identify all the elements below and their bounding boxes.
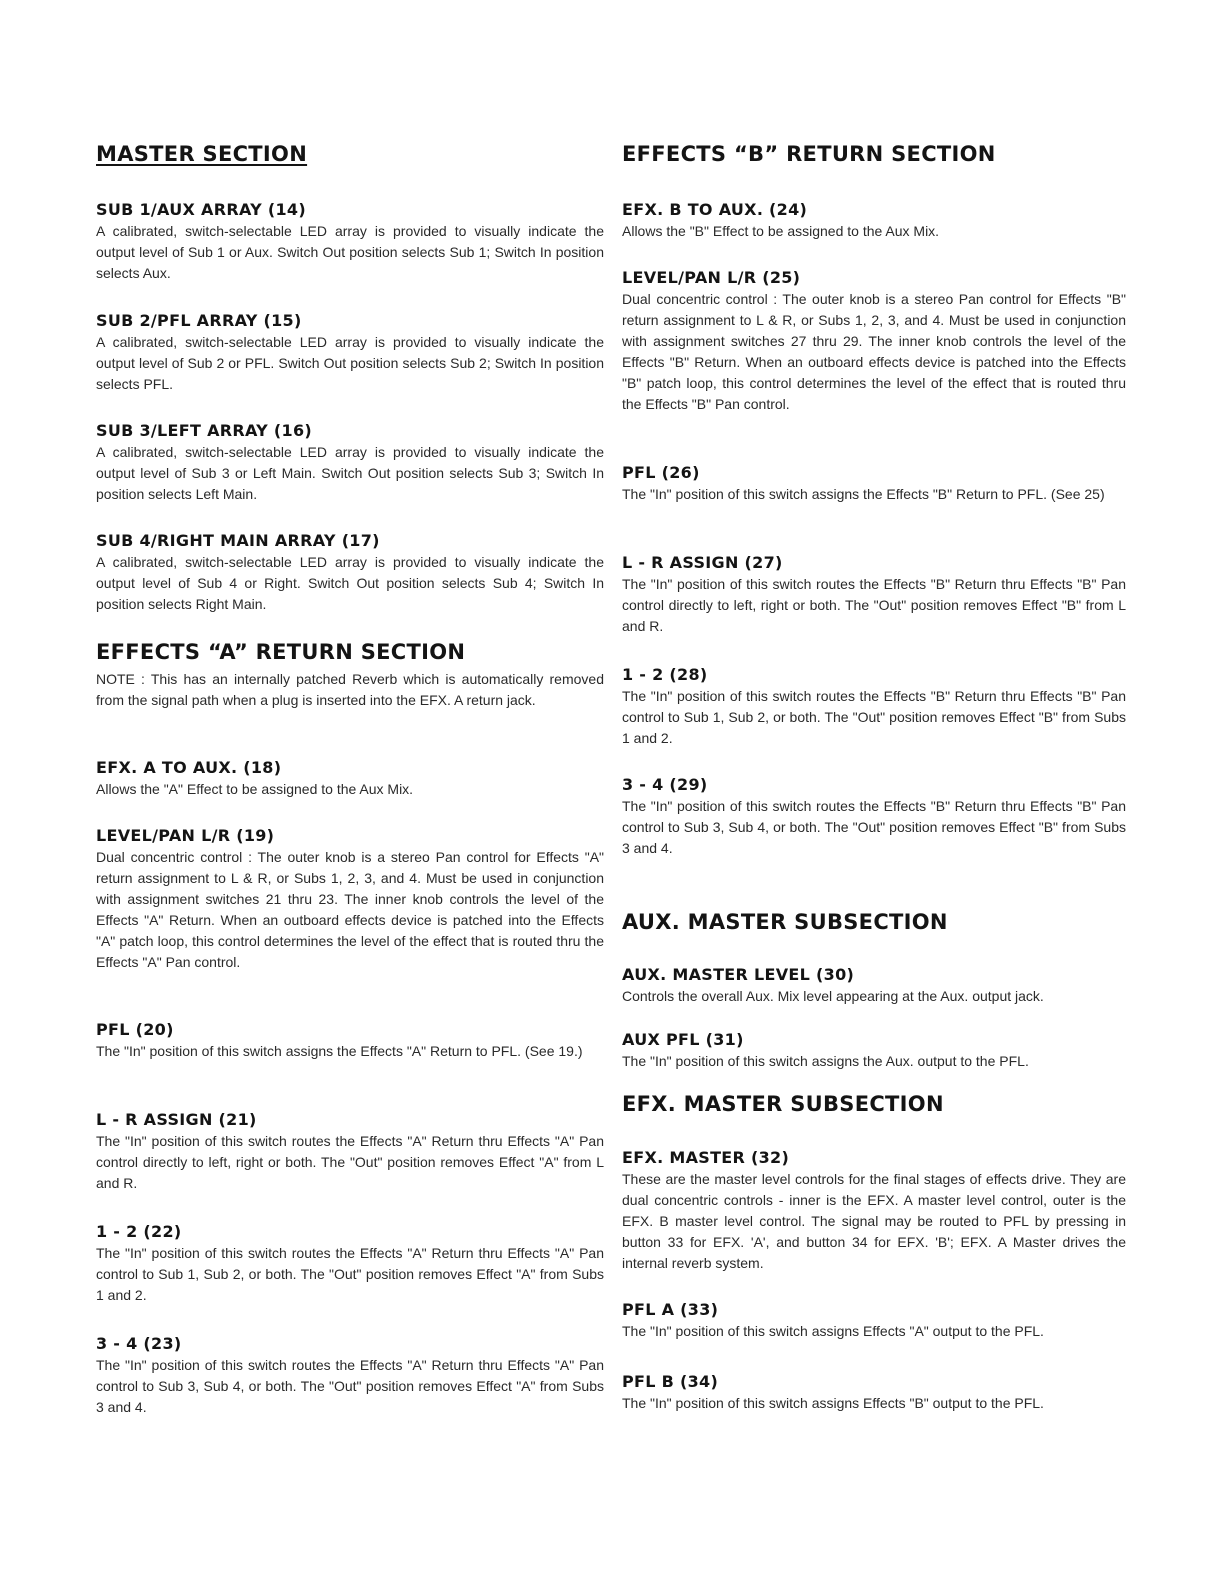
- pfl-20-text: The "In" position of this switch assigns the Effects "A" Return to PFL. (See 19.): [96, 1043, 583, 1059]
- sub2-pfl-array-title: SUB 2/PFL ARRAY (15): [96, 311, 302, 330]
- effects-a-return-section: [96, 640, 604, 711]
- aux-pfl-31-title: AUX PFL (31): [622, 1030, 744, 1049]
- sub2-pfl-array: [96, 311, 604, 395]
- level-pan-25: [622, 268, 1126, 415]
- pfl-26-title: PFL (26): [622, 463, 700, 482]
- level-pan-19-text: Dual concentric control : The outer knob is a stereo Pan control for Effects "A" return assignment to L & R, or Subs 1, 2, 3, and 4. Must be used in conjunction with assignment switches 21 thru 23. The inner knob controls the level of the Effects "A" Return. When an outboard effects device is patched into the Effects "A" patch loop, this control determines the level of the effect that is routed thru the Effects "A" Pan control.: [96, 849, 604, 970]
- switch-3-4-23-title: 3 - 4 (23): [96, 1334, 182, 1353]
- lr-assign-27: [622, 553, 1126, 637]
- sub4-right-main-array-title: SUB 4/RIGHT MAIN ARRAY (17): [96, 531, 380, 550]
- master-section-title: MASTER SECTION: [96, 142, 308, 166]
- effects-a-return-title: EFFECTS “A” RETURN SECTION: [96, 640, 466, 664]
- switch-1-2-22-title: 1 - 2 (22): [96, 1222, 182, 1241]
- effects-a-note: NOTE : This has an internally patched Reverb which is automatically removed from the signal path when a plug is inserted into the EFX. A return jack.: [96, 671, 604, 708]
- sub3-left-array-title: SUB 3/LEFT ARRAY (16): [96, 421, 313, 440]
- sub3-left-array: [96, 421, 604, 505]
- lr-assign-27-title: L - R ASSIGN (27): [622, 553, 783, 572]
- sub1-aux-array-text: A calibrated, switch-selectable LED array is provided to visually indicate the output level of Sub 1 or Aux. Switch Out position selects Sub 1; Switch In position selects Aux.: [96, 223, 604, 281]
- sub1-aux-array-title: SUB 1/AUX ARRAY (14): [96, 200, 306, 219]
- aux-master-level-30: [622, 965, 1126, 1007]
- pfl-26: [622, 463, 1126, 505]
- level-pan-25-text: Dual concentric control : The outer knob is a stereo Pan control for Effects "B" return assignment to L & R, or Subs 1, 2, 3, and 4. Must be used in conjunction with assignment switches 27 thru 29. The inner knob controls the level of the Effects "B" Return. When an outboard effects device is patched into the Effects "B" patch loop, this control determines the level of the effect that is routed thru the Effects "B" Pan control.: [622, 291, 1126, 412]
- pfl-20-title: PFL (20): [96, 1020, 174, 1039]
- switch-3-4-29-text: The "In" position of this switch routes the Effects "B" Return thru Effects "B" Pan control to Sub 3, Sub 4, or both. The "Out" position removes Effect "B" from Subs 3 and 4.: [622, 798, 1126, 856]
- efx-master-32: [622, 1148, 1126, 1274]
- efx-a-to-aux-text: Allows the "A" Effect to be assigned to the Aux Mix.: [96, 781, 414, 797]
- level-pan-19-title: LEVEL/PAN L/R (19): [96, 826, 275, 845]
- lr-assign-21: [96, 1110, 604, 1194]
- efx-b-to-aux-text: Allows the "B" Effect to be assigned to the Aux Mix.: [622, 223, 940, 239]
- aux-pfl-31-text: The "In" position of this switch assigns the Aux. output to the PFL.: [622, 1053, 1029, 1069]
- level-pan-25-title: LEVEL/PAN L/R (25): [622, 268, 801, 287]
- pfl-a-33: [622, 1300, 1126, 1342]
- pfl-26-text: The "In" position of this switch assigns the Effects "B" Return to PFL. (See 25): [622, 486, 1105, 502]
- pfl-20: [96, 1020, 604, 1062]
- aux-master-level-30-title: AUX. MASTER LEVEL (30): [622, 965, 855, 984]
- efx-b-to-aux: [622, 200, 1126, 242]
- efx-b-to-aux-title: EFX. B TO AUX. (24): [622, 200, 808, 219]
- sub4-right-main-array-text: A calibrated, switch-selectable LED array is provided to visually indicate the output level of Sub 4 or Right. Switch Out position selects Sub 4; Switch In position selects Right Main.: [96, 554, 604, 612]
- switch-3-4-23-text: The "In" position of this switch routes the Effects "A" Return thru Effects "A" Pan control to Sub 3, Sub 4, or both. The "Out" position removes Effect "A" from Subs 3 and 4.: [96, 1357, 604, 1415]
- aux-master-level-30-text: Controls the overall Aux. Mix level appearing at the Aux. output jack.: [622, 988, 1044, 1004]
- aux-pfl-31: [622, 1030, 1126, 1072]
- sub4-right-main-array: [96, 531, 604, 615]
- switch-1-2-22: [96, 1222, 604, 1306]
- switch-3-4-23: [96, 1334, 604, 1418]
- switch-1-2-28-text: The "In" position of this switch routes the Effects "B" Return thru Effects "B" Pan control to Sub 1, Sub 2, or both. The "Out" position removes Effect "B" from Subs 1 and 2.: [622, 688, 1126, 746]
- switch-1-2-22-text: The "In" position of this switch routes the Effects "A" Return thru Effects "A" Pan control to Sub 1, Sub 2, or both. The "Out" position removes Effect "A" from Subs 1 and 2.: [96, 1245, 604, 1303]
- efx-master-32-text: These are the master level controls for the final stages of effects drive. They are dual concentric controls - inner is the EFX. A master level control, outer is the EFX. B master level control. The signal may be routed to PFL by pressing in button 33 for EFX. 'A', and button 34 for EFX. 'B'; EFX. A Master drives the internal reverb system.: [622, 1171, 1126, 1271]
- lr-assign-21-text: The "In" position of this switch routes the Effects "A" Return thru Effects "A" Pan control directly to left, right or both. The "Out" position removes Effect "A" from L and R.: [96, 1133, 604, 1191]
- pfl-b-34: [622, 1372, 1126, 1414]
- efx-a-to-aux-title: EFX. A TO AUX. (18): [96, 758, 282, 777]
- sub1-aux-array: [96, 200, 604, 284]
- efx-a-to-aux: [96, 758, 604, 800]
- sub2-pfl-array-text: A calibrated, switch-selectable LED array is provided to visually indicate the output level of Sub 2 or PFL. Switch Out position selects Sub 2; Switch In position selects PFL.: [96, 334, 604, 392]
- effects-b-return-title: EFFECTS “B” RETURN SECTION: [622, 142, 996, 166]
- switch-1-2-28-title: 1 - 2 (28): [622, 665, 708, 684]
- pfl-a-33-text: The "In" position of this switch assigns Effects "A" output to the PFL.: [622, 1323, 1044, 1339]
- switch-3-4-29-title: 3 - 4 (29): [622, 775, 708, 794]
- pfl-b-34-title: PFL B (34): [622, 1372, 719, 1391]
- lr-assign-21-title: L - R ASSIGN (21): [96, 1110, 257, 1129]
- aux-master-subsection-title: AUX. MASTER SUBSECTION: [622, 910, 948, 934]
- pfl-b-34-text: The "In" position of this switch assigns Effects "B" output to the PFL.: [622, 1395, 1044, 1411]
- pfl-a-33-title: PFL A (33): [622, 1300, 719, 1319]
- sub3-left-array-text: A calibrated, switch-selectable LED array is provided to visually indicate the output level of Sub 3 or Left Main. Switch Out position selects Sub 3; Switch In position selects Left Main.: [96, 444, 604, 502]
- efx-master-subsection-title: EFX. MASTER SUBSECTION: [622, 1092, 944, 1116]
- switch-1-2-28: [622, 665, 1126, 749]
- switch-3-4-29: [622, 775, 1126, 859]
- lr-assign-27-text: The "In" position of this switch routes the Effects "B" Return thru Effects "B" Pan control directly to left, right or both. The "Out" position removes Effect "B" from L and R.: [622, 576, 1126, 634]
- level-pan-19: [96, 826, 604, 973]
- efx-master-32-title: EFX. MASTER (32): [622, 1148, 790, 1167]
